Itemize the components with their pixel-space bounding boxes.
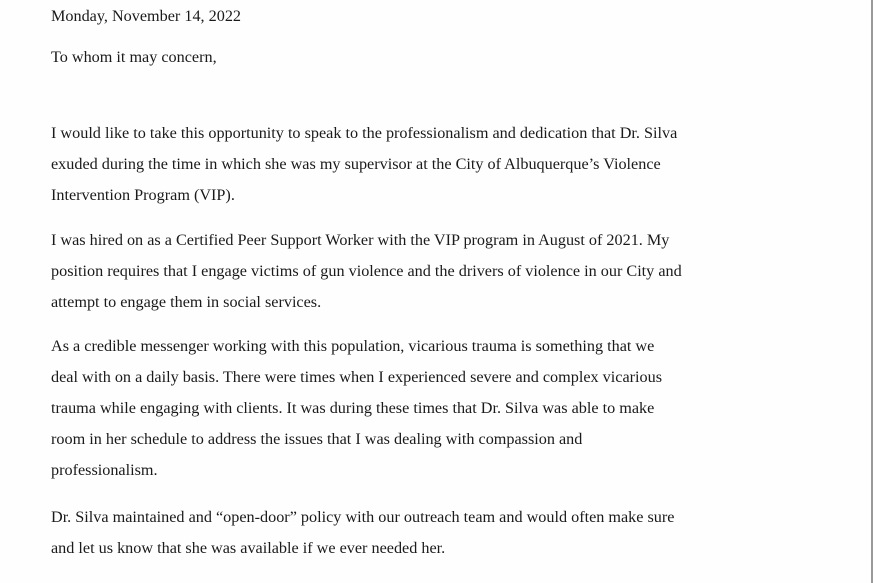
paragraph-line: As a credible messenger working with this population, vicarious trauma is something that we	[51, 337, 655, 355]
paragraph-1	[51, 118, 851, 211]
paragraph-line: position requires that I engage victims of gun violence and the drivers of violence in our City and	[51, 262, 682, 280]
paragraph-line: attempt to engage them in social services.	[51, 293, 322, 311]
paragraph-line: I was hired on as a Certified Peer Support Worker with the VIP program in August of 2021. My	[51, 231, 670, 249]
paragraph-line: Dr. Silva maintained and “open-door” policy with our outreach team and would often make sure	[51, 508, 675, 526]
paragraph-line: room in her schedule to address the issues that I was dealing with compassion and	[51, 430, 583, 448]
paragraph-line: deal with on a daily basis. There were times when I experienced severe and complex vicarious	[51, 368, 662, 386]
letter-salutation	[51, 42, 851, 73]
paragraph-line: trauma while engaging with clients. It was during these times that Dr. Silva was able to make	[51, 399, 655, 417]
paragraph-line: Intervention Program (VIP).	[51, 186, 235, 204]
paragraph-4	[51, 502, 851, 564]
date-line: Monday, November 14, 2022	[51, 7, 242, 25]
paragraph-3	[51, 331, 851, 486]
salutation-line: To whom it may concern,	[51, 48, 217, 66]
paragraph-line: and let us know that she was available if we ever needed her.	[51, 539, 446, 557]
paragraph-line: exuded during the time in which she was my supervisor at the City of Albuquerque’s Violence	[51, 155, 661, 173]
paragraph-line: professionalism.	[51, 461, 158, 479]
paragraph-line: I would like to take this opportunity to speak to the professionalism and dedication that Dr. Silva	[51, 124, 678, 142]
letter-date	[51, 1, 851, 32]
paragraph-2	[51, 225, 851, 318]
